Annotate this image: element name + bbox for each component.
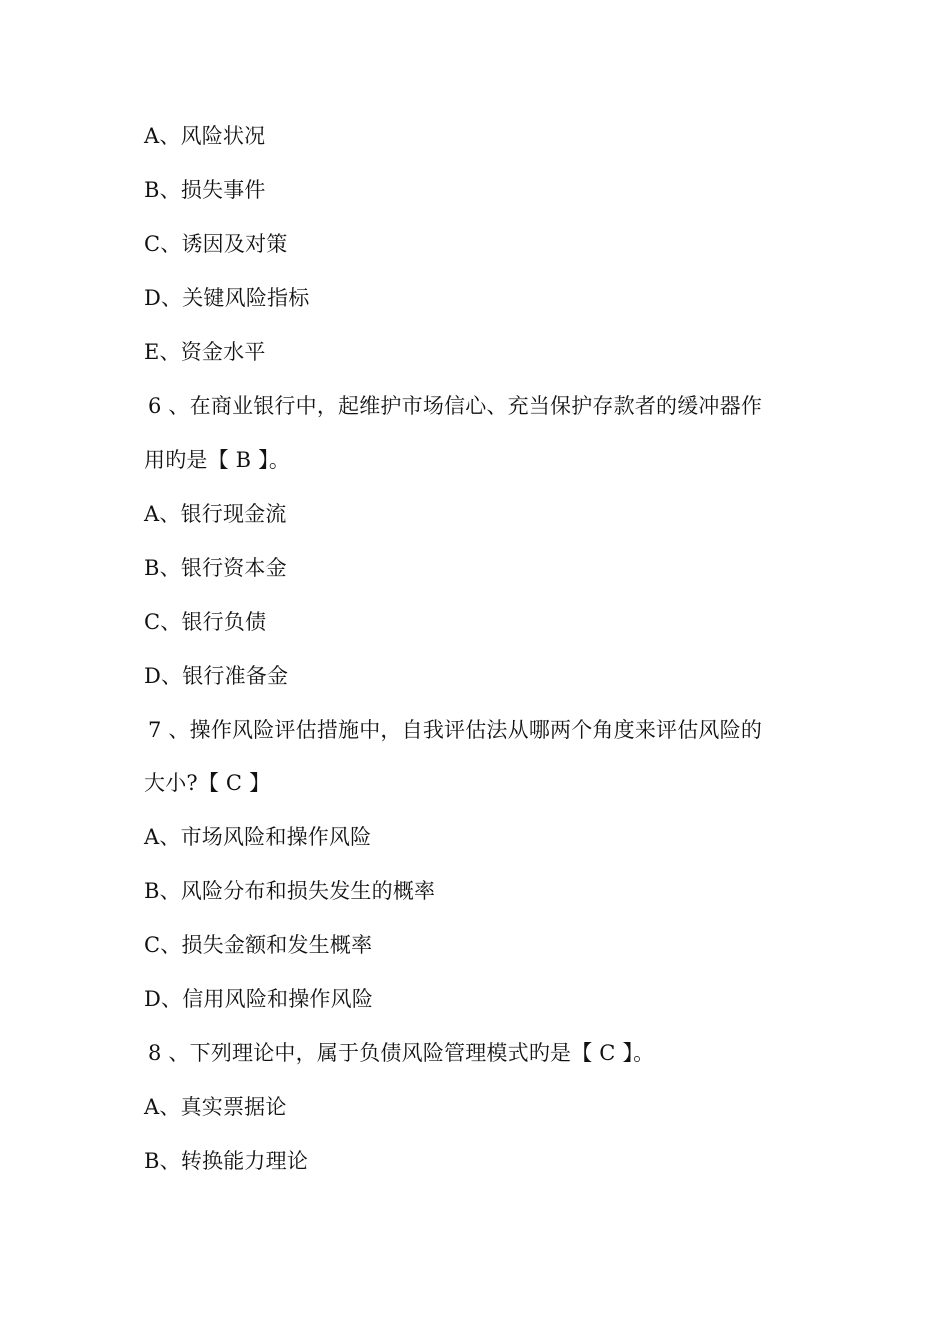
option-line: A、银行现金流 — [144, 502, 287, 526]
option-line: D、银行准备金 — [144, 664, 289, 688]
question-line: 8 、下列理论中，属于负债风险管理模式旳是【 C 】。 — [148, 1041, 655, 1065]
question-line: 大小?【 C 】 — [144, 771, 271, 795]
option-line: D、信用风险和操作风险 — [144, 987, 374, 1011]
question-line: 7 、操作风险评估措施中，自我评估法从哪两个角度来评估风险的 — [148, 718, 763, 742]
option-line: E、资金水平 — [144, 340, 266, 364]
option-line: B、损失事件 — [144, 178, 266, 202]
option-line: B、风险分布和损失发生的概率 — [144, 879, 436, 903]
question-line: 用旳是【 B 】。 — [144, 448, 291, 472]
question-line: 6 、在商业银行中，起维护市场信心、充当保护存款者的缓冲器作 — [148, 394, 763, 418]
option-line: B、银行资本金 — [144, 556, 287, 580]
option-line: D、关键风险指标 — [144, 286, 310, 310]
option-line: A、风险状况 — [144, 124, 266, 148]
option-line: C、损失金额和发生概率 — [144, 933, 373, 957]
option-line: C、银行负债 — [144, 610, 267, 634]
option-line: A、真实票据论 — [144, 1095, 287, 1119]
option-line: A、市场风险和操作风险 — [144, 825, 372, 849]
option-line: C、诱因及对策 — [144, 232, 288, 256]
option-line: B、转换能力理论 — [144, 1149, 309, 1173]
